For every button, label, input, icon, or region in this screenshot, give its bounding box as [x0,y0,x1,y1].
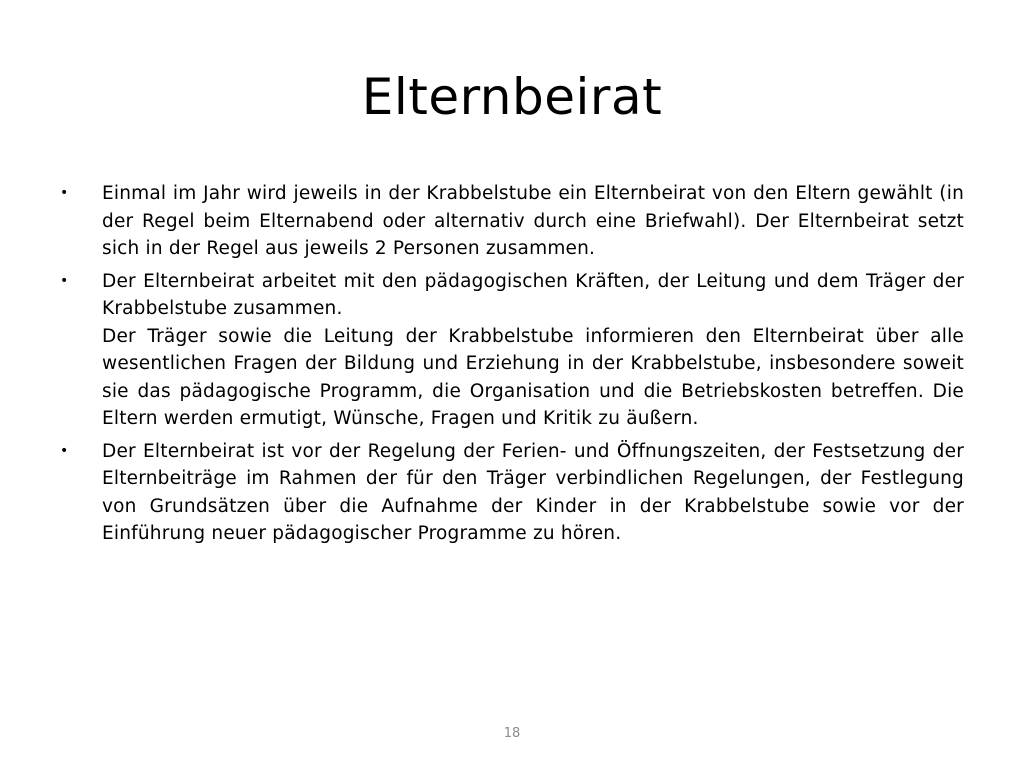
bullet-dot-icon: • [60,185,69,201]
bullet-item-1 [58,180,964,263]
page-number: 18 [503,726,521,741]
bullet-item-2 [58,268,964,433]
bullet-item-3 [58,438,964,548]
bullet-text-2a: Der Elternbeirat arbeitet mit den pädagogischen Kräften, der Leitung und dem Träger der Krabbelstube zusammen. [102,270,964,319]
bullet-dot-icon: • [60,272,69,289]
bullet-dot-icon: • [60,442,69,459]
bullet-text-1: Einmal im Jahr wird jeweils in der Krabbelstube ein Elternbeirat von den Eltern gewählt (in der Regel beim Elternabend oder alternativ durch eine Briefwahl). Der Elternbeirat setzt sich in der Regel aus jeweils 2 Personen zusammen. [102,183,964,259]
slide-title: Elternbeirat [361,68,663,126]
bullet-text-2b: Der Träger sowie die Leitung der Krabbelstube informieren den Elternbeirat über alle wesentlichen Fragen der Bildung und Erziehung in der Krabbelstube, insbesondere soweit sie das pädagogische Programm, die Organisation und die Betriebskosten betreffen. Die Eltern werden ermutigt, Wünsche, Fragen und Kritik zu äußern. [102,325,964,429]
bullet-text-3: Der Elternbeirat ist vor der Regelung der Ferien- und Öffnungszeiten, der Festsetzung der Elternbeiträge im Rahmen der für den Träger verbindlichen Regelungen, der Festlegung von Grundsätzen über die Aufnahme der Kinder in der Krabbelstube sowie vor der Einführung neuer pädagogischer Programme zu hören. [102,440,964,544]
bullet-list [58,180,964,553]
